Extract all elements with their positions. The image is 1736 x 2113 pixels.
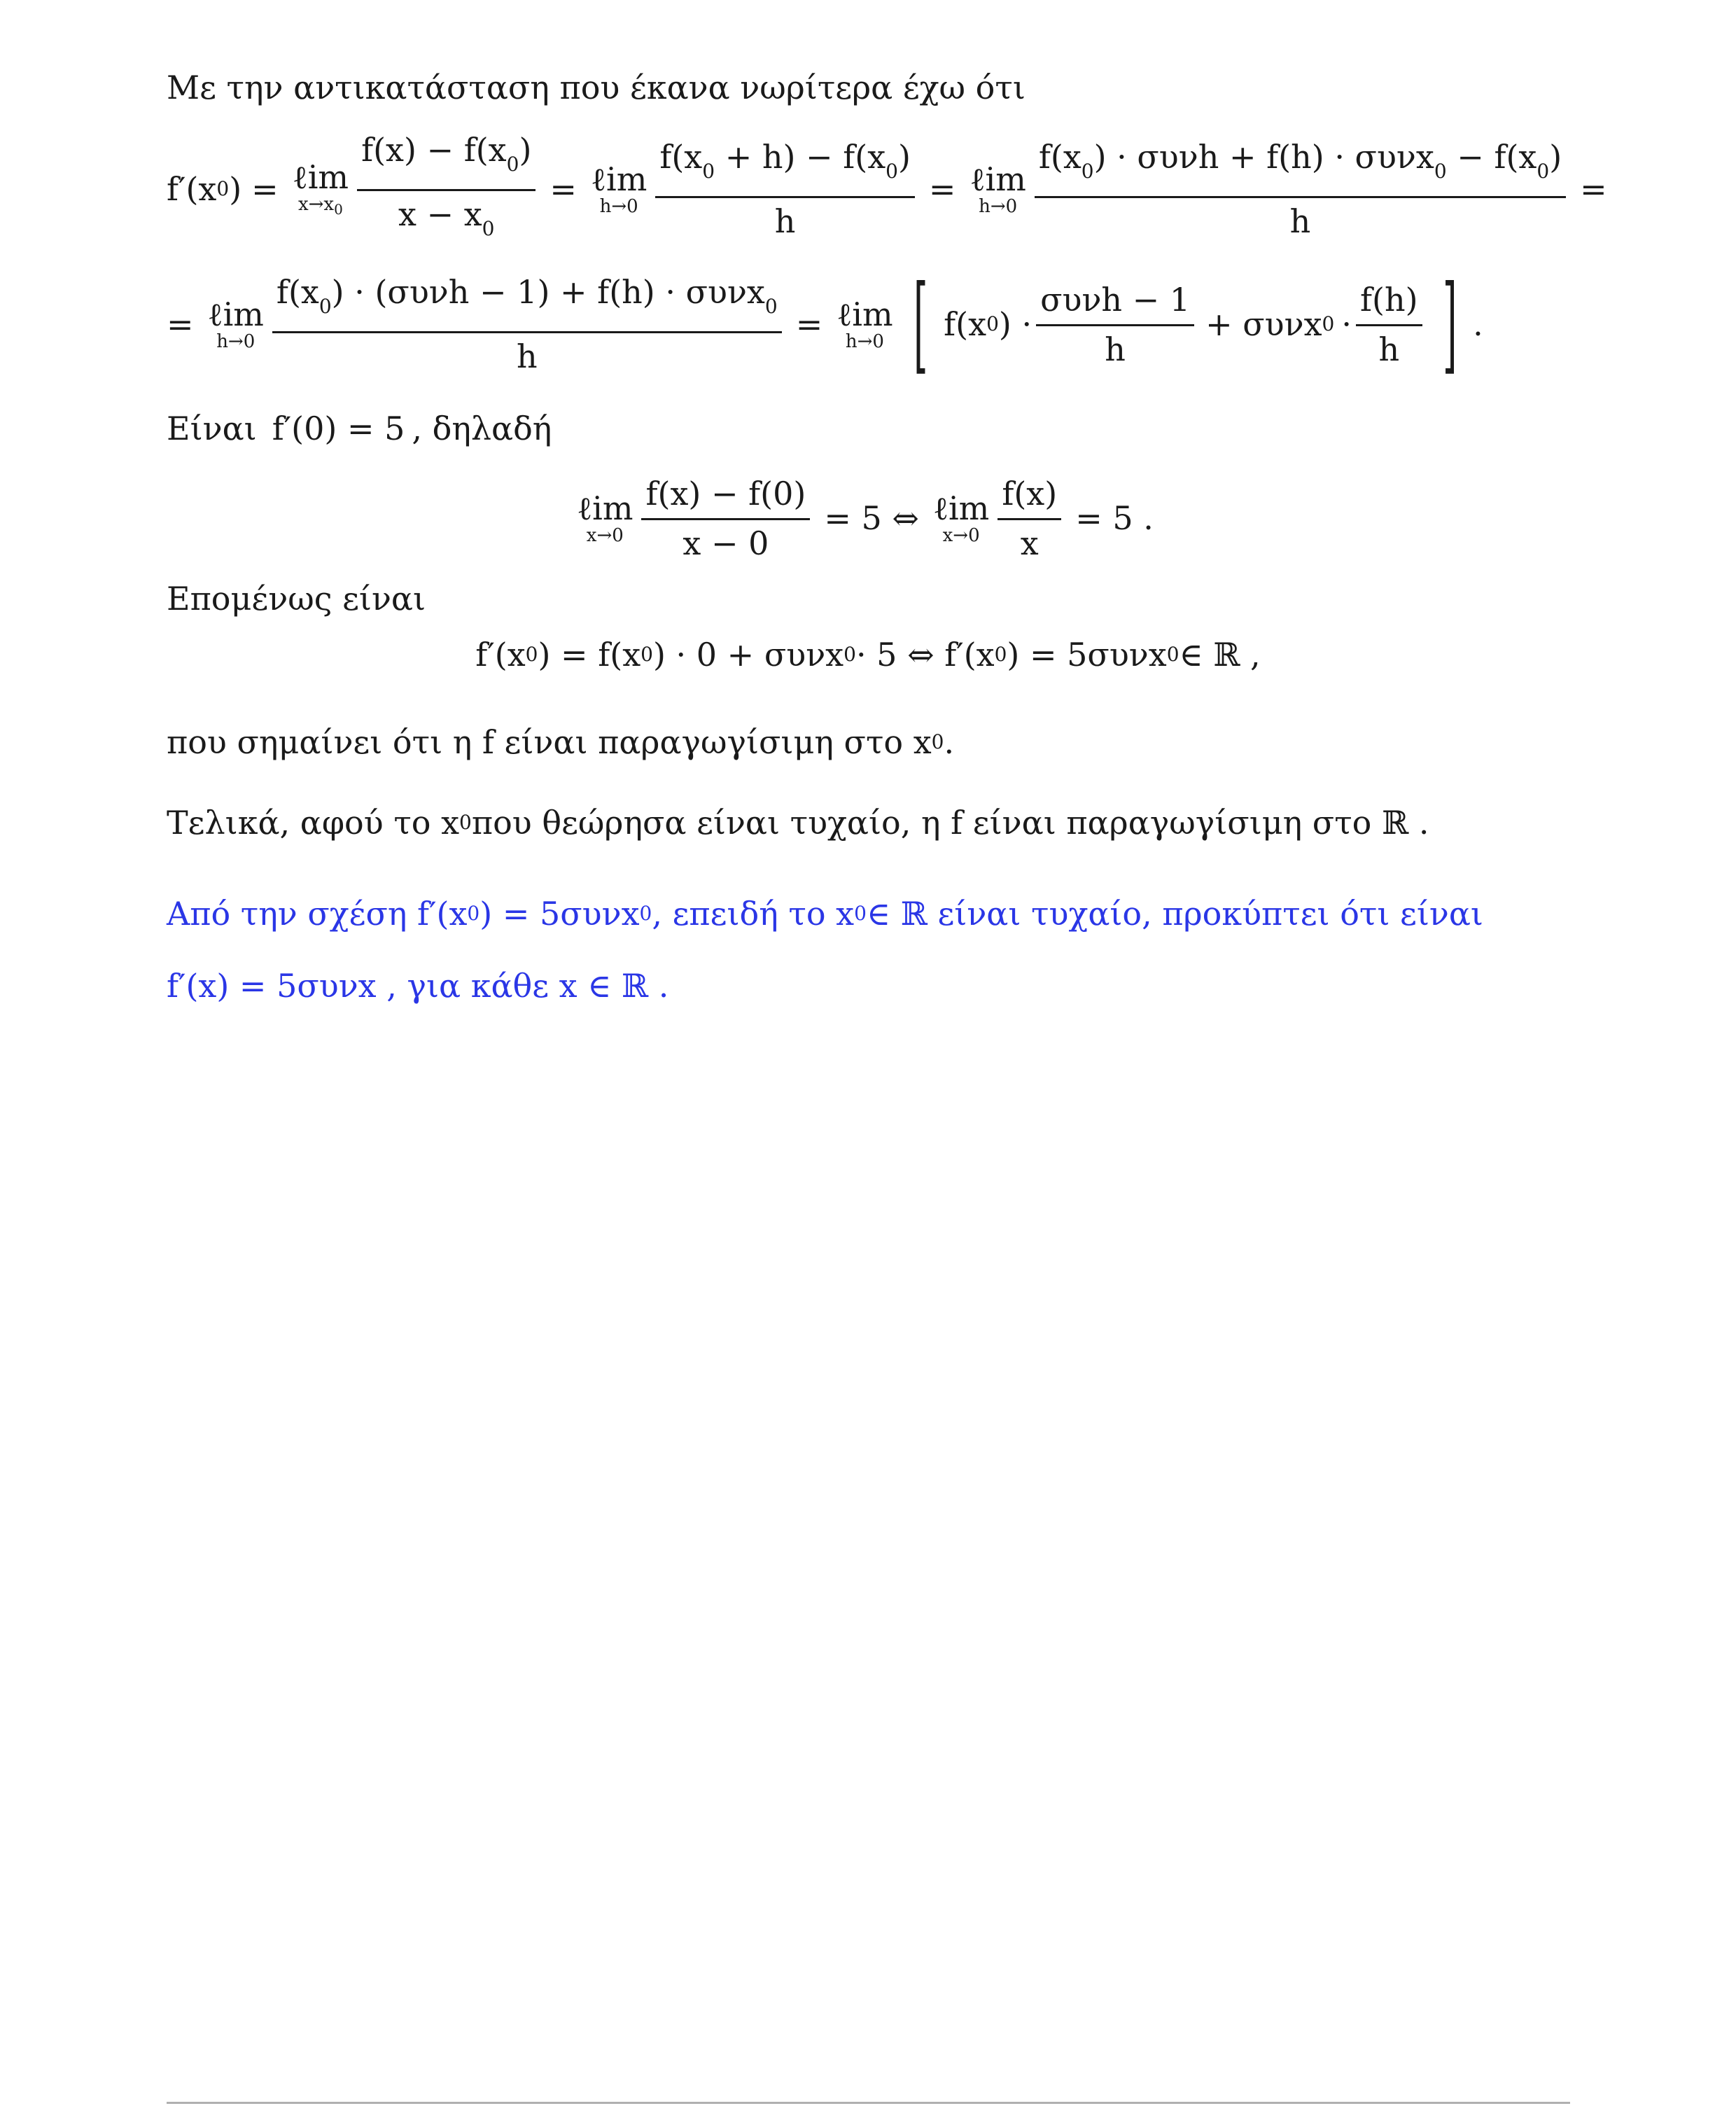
limit-1: ℓim $x\to x_0$ <box>292 158 349 218</box>
fraction-3: $\frac{f(x_0) \cdot \sigma\upsilon\nu h + f(h) \cdot \sigma\upsilon\nu x_0 - f(x_0)}{h}$ <box>1035 138 1566 240</box>
therefore-text: Επομένως είναι <box>167 580 426 618</box>
eq1-lhs: f′(x 0 ) <box>167 170 242 208</box>
footer-divider <box>167 2102 1570 2104</box>
equation-4: f′(x 0 ) = f(x 0 ) · 0 + συνx 0 · 5 ⇔ f′(x 0 ) = 5συνx 0 ∈ ℝ , <box>475 636 1261 674</box>
left-bracket: [ <box>913 263 928 385</box>
fraction-2: $\frac{f(x_0 + h) - f(x_0)}{h}$ <box>655 138 915 240</box>
fraction-8: $\frac{f(x)}{x}$ <box>997 475 1061 562</box>
intro-text: Με την αντικατάσταση που έκανα νωρίτερα έχω ότι <box>167 69 1026 106</box>
plus-term: + συνx 0 · <box>1205 305 1352 343</box>
fraction-5: $\frac{\text{συνh − 1}}{h}$ <box>1036 281 1194 368</box>
limit-5: ℓim h→0 <box>836 295 893 352</box>
fraction-6: $\frac{f(h)}{h}$ <box>1356 281 1422 368</box>
right-bracket: ] <box>1442 263 1457 385</box>
blue-remark-line-1: Από την σχέση f′(x 0 ) = 5συνx 0 , επειδή το x 0 ∈ ℝ είναι τυχαίο, προκύπτει ότι είναι <box>167 895 1483 933</box>
equation-3: ℓim x→0 $\frac{f(x) - f(0)}{x - 0}$ = 5 ⇔ ℓim x→0 $\frac{f(x)}{x}$ = 5 . <box>577 474 1154 562</box>
equation-1: f′(x 0 ) = ℓim $x\to x_0$ $\frac{f(x) - f(x_0)}{x - x_0}$ = ℓim h→0 $\frac{f(x_0 + h) - f(x_0)}{h}$ = ℓim h→0 $\frac{f(x_0) \cdot \sigma\upsilon\nu h + f(h) \cdot \sigma\upsilon\nu x_0 - f(x_0)}{h}$ = <box>167 137 1617 242</box>
fraction-1: $\frac{f(x) - f(x_0)}{x - x_0}$ <box>357 131 536 248</box>
conclusion-text: Τελικά, αφού το x 0 που θεώρησα είναι τυχαίο, η f είναι παραγωγίσιμη στο ℝ . <box>167 804 1429 842</box>
blue-remark-line-2: f′(x) = 5συνx , για κάθε x ∈ ℝ . <box>167 967 669 1005</box>
fraction-7: $\frac{f(x) - f(0)}{x - 0}$ <box>641 475 810 562</box>
limit-6: ℓim x→0 <box>577 489 634 546</box>
fraction-4: $\frac{f(x_0) \cdot (\sigma\upsilon\nu h - 1) + f(h) \cdot \sigma\upsilon\nu x_0}{h}$ <box>272 273 782 375</box>
limit-2: ℓim h→0 <box>590 160 648 217</box>
limit-4: ℓim h→0 <box>207 295 264 352</box>
given-derivative-line: Είναι f′(0) = 5 , δηλαδή <box>167 410 552 447</box>
limit-3: ℓim h→0 <box>969 160 1026 217</box>
differentiable-at-x0-text: που σημαίνει ότι η f είναι παραγωγίσιμη στο x 0 . <box>167 723 955 761</box>
inner-term: f(x 0 ) · <box>944 305 1032 343</box>
limit-7: ℓim x→0 <box>932 489 990 546</box>
equation-2: = ℓim h→0 $\frac{f(x_0) \cdot (\sigma\upsilon\nu h - 1) + f(h) \cdot \sigma\upsilon\nu x_0}{h}$ = ℓim h→0 [ f(x 0 ) · $\frac{\text{συνh − 1}}{h}$ + συνx 0 · $\frac{f(h)}{h}$ ] . <box>167 263 1483 385</box>
